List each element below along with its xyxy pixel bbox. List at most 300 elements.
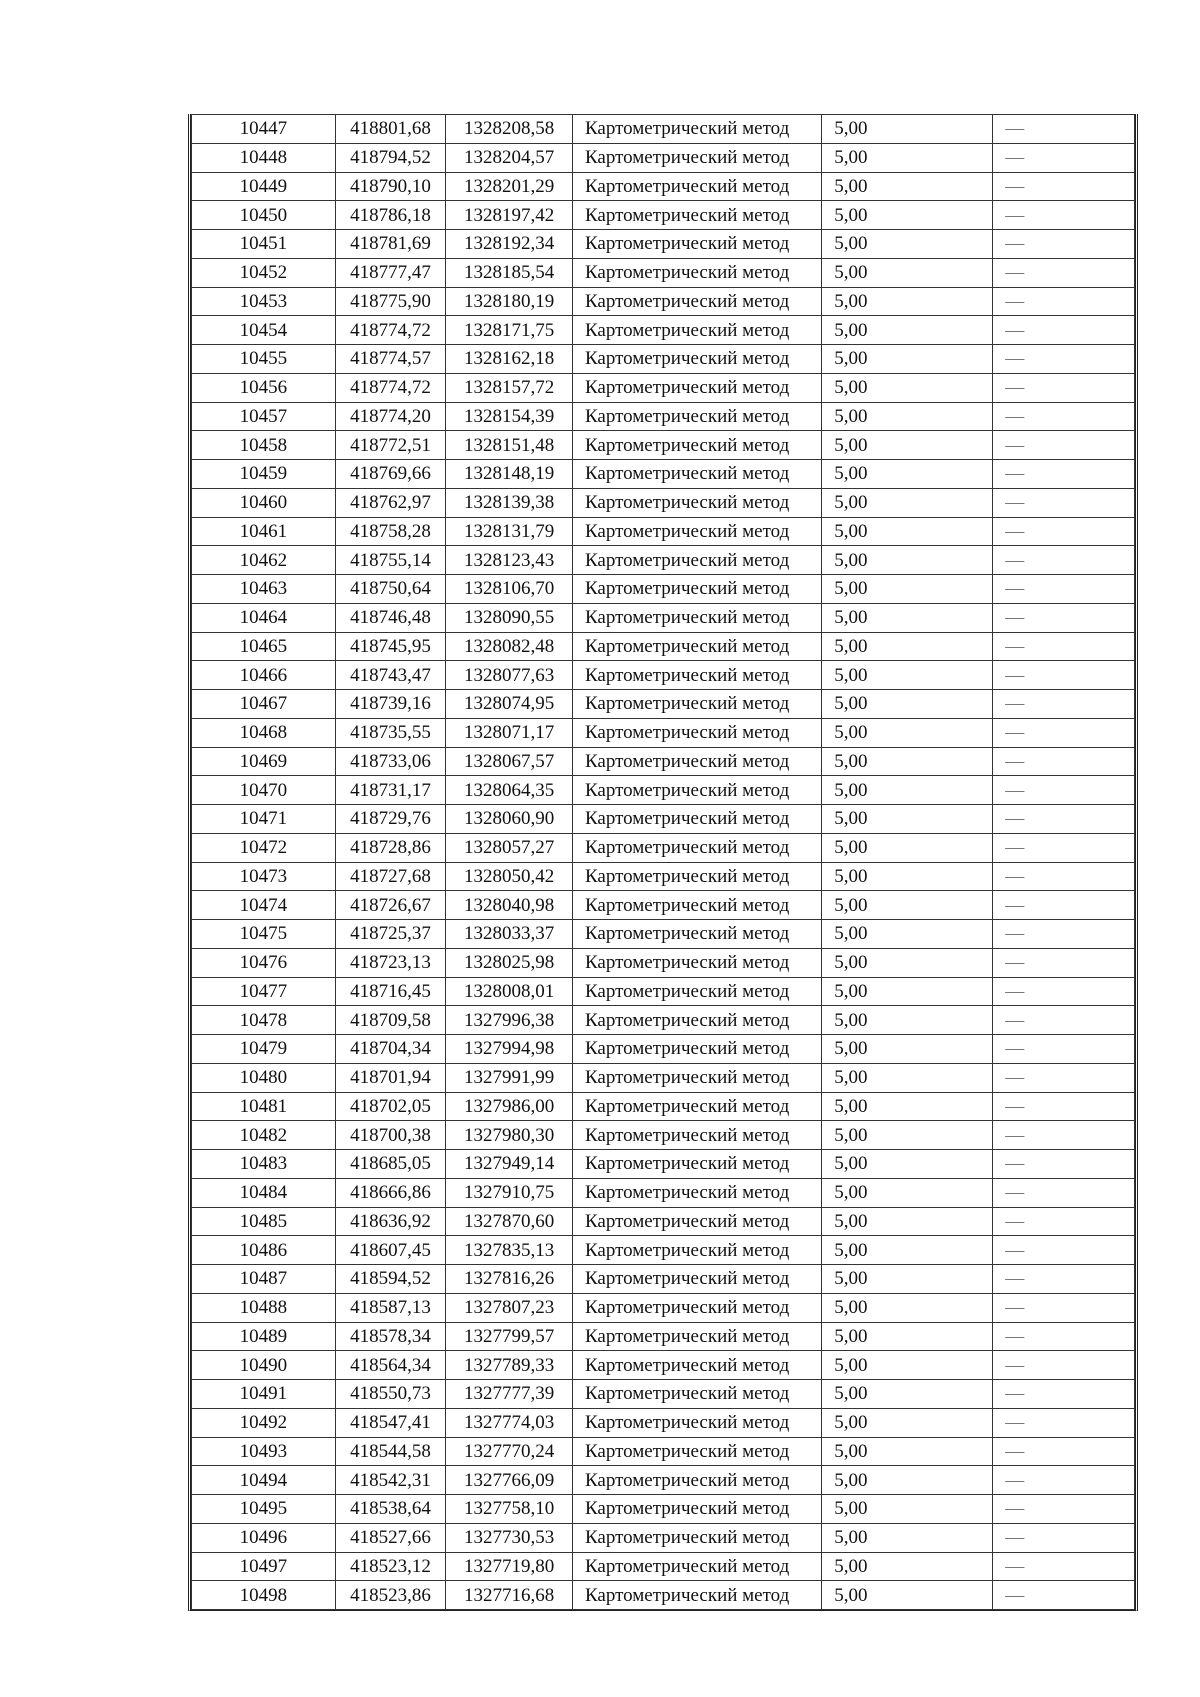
point-number-cell: 10482 [192,1121,336,1150]
description-cell: — [993,1408,1135,1437]
precision-cell: 5,00 [822,143,993,172]
table-row [192,1293,1135,1322]
point-number-cell: 10469 [192,747,336,776]
point-number-cell: 10470 [192,776,336,805]
description-cell: — [993,833,1135,862]
precision-cell: 5,00 [822,833,993,862]
method-cell: Картометрический метод [572,603,821,632]
point-number-cell: 10476 [192,948,336,977]
description-cell: — [993,977,1135,1006]
x-coordinate-cell: 418709,58 [335,1006,446,1035]
description-cell: — [993,690,1135,719]
description-cell: — [993,1092,1135,1121]
description-cell: — [993,1178,1135,1207]
table-row [192,862,1135,891]
description-cell: — [993,575,1135,604]
precision-cell: 5,00 [822,1466,993,1495]
precision-cell: 5,00 [822,1408,993,1437]
table-row [192,373,1135,402]
description-cell: — [993,1581,1135,1610]
method-cell: Картометрический метод [572,402,821,431]
y-coordinate-cell: 1328067,57 [446,747,573,776]
description-cell: — [993,862,1135,891]
point-number-cell: 10494 [192,1466,336,1495]
description-cell: — [993,172,1135,201]
y-coordinate-cell: 1328171,75 [446,316,573,345]
point-number-cell: 10460 [192,488,336,517]
method-cell: Картометрический метод [572,1495,821,1524]
y-coordinate-cell: 1328060,90 [446,805,573,834]
x-coordinate-cell: 418716,45 [335,977,446,1006]
x-coordinate-cell: 418774,57 [335,345,446,374]
precision-cell: 5,00 [822,1581,993,1610]
description-cell: — [993,115,1135,144]
point-number-cell: 10468 [192,718,336,747]
table-row [192,1408,1135,1437]
description-cell: — [993,1207,1135,1236]
point-number-cell: 10457 [192,402,336,431]
method-cell: Картометрический метод [572,1006,821,1035]
method-cell: Картометрический метод [572,1380,821,1409]
method-cell: Картометрический метод [572,661,821,690]
table-row [192,143,1135,172]
table-row [192,258,1135,287]
precision-cell: 5,00 [822,258,993,287]
x-coordinate-cell: 418725,37 [335,920,446,949]
precision-cell: 5,00 [822,1552,993,1581]
table-row [192,575,1135,604]
table-row [192,172,1135,201]
point-number-cell: 10461 [192,517,336,546]
table-row [192,201,1135,230]
description-cell: — [993,402,1135,431]
precision-cell: 5,00 [822,287,993,316]
precision-cell: 5,00 [822,316,993,345]
point-number-cell: 10489 [192,1322,336,1351]
method-cell: Картометрический метод [572,143,821,172]
description-cell: — [993,1293,1135,1322]
y-coordinate-cell: 1327766,09 [446,1466,573,1495]
point-number-cell: 10451 [192,230,336,259]
table-row [192,690,1135,719]
description-cell: — [993,1552,1135,1581]
point-number-cell: 10471 [192,805,336,834]
method-cell: Картометрический метод [572,1178,821,1207]
x-coordinate-cell: 418743,47 [335,661,446,690]
y-coordinate-cell: 1328157,72 [446,373,573,402]
point-number-cell: 10475 [192,920,336,949]
table-row [192,948,1135,977]
table-row [192,287,1135,316]
y-coordinate-cell: 1328151,48 [446,431,573,460]
method-cell: Картометрический метод [572,1581,821,1610]
x-coordinate-cell: 418636,92 [335,1207,446,1236]
table-row [192,977,1135,1006]
method-cell: Картометрический метод [572,172,821,201]
description-cell: — [993,891,1135,920]
y-coordinate-cell: 1327758,10 [446,1495,573,1524]
x-coordinate-cell: 418772,51 [335,431,446,460]
table-row [192,1466,1135,1495]
x-coordinate-cell: 418544,58 [335,1437,446,1466]
table-row [192,1523,1135,1552]
point-number-cell: 10463 [192,575,336,604]
point-number-cell: 10459 [192,460,336,489]
x-coordinate-cell: 418781,69 [335,230,446,259]
description-cell: — [993,1265,1135,1294]
precision-cell: 5,00 [822,747,993,776]
precision-cell: 5,00 [822,345,993,374]
y-coordinate-cell: 1327777,39 [446,1380,573,1409]
description-cell: — [993,1063,1135,1092]
point-number-cell: 10492 [192,1408,336,1437]
precision-cell: 5,00 [822,1351,993,1380]
x-coordinate-cell: 418801,68 [335,115,446,144]
y-coordinate-cell: 1328162,18 [446,345,573,374]
x-coordinate-cell: 418550,73 [335,1380,446,1409]
x-coordinate-cell: 418774,72 [335,316,446,345]
point-number-cell: 10449 [192,172,336,201]
precision-cell: 5,00 [822,1063,993,1092]
y-coordinate-cell: 1328106,70 [446,575,573,604]
precision-cell: 5,00 [822,661,993,690]
method-cell: Картометрический метод [572,1265,821,1294]
x-coordinate-cell: 418594,52 [335,1265,446,1294]
method-cell: Картометрический метод [572,316,821,345]
x-coordinate-cell: 418702,05 [335,1092,446,1121]
precision-cell: 5,00 [822,230,993,259]
description-cell: — [993,258,1135,287]
x-coordinate-cell: 418701,94 [335,1063,446,1092]
y-coordinate-cell: 1328131,79 [446,517,573,546]
precision-cell: 5,00 [822,1236,993,1265]
point-number-cell: 10458 [192,431,336,460]
table-row [192,747,1135,776]
y-coordinate-cell: 1327870,60 [446,1207,573,1236]
method-cell: Картометрический метод [572,718,821,747]
point-number-cell: 10477 [192,977,336,1006]
precision-cell: 5,00 [822,1495,993,1524]
y-coordinate-cell: 1327996,38 [446,1006,573,1035]
table-row [192,632,1135,661]
precision-cell: 5,00 [822,1178,993,1207]
y-coordinate-cell: 1327910,75 [446,1178,573,1207]
y-coordinate-cell: 1328208,58 [446,115,573,144]
table-row [192,1581,1135,1610]
point-number-cell: 10490 [192,1351,336,1380]
x-coordinate-cell: 418755,14 [335,546,446,575]
precision-cell: 5,00 [822,373,993,402]
point-number-cell: 10453 [192,287,336,316]
precision-cell: 5,00 [822,1437,993,1466]
description-cell: — [993,201,1135,230]
table-row [192,1380,1135,1409]
precision-cell: 5,00 [822,1006,993,1035]
precision-cell: 5,00 [822,1092,993,1121]
x-coordinate-cell: 418538,64 [335,1495,446,1524]
method-cell: Картометрический метод [572,1466,821,1495]
method-cell: Картометрический метод [572,373,821,402]
method-cell: Картометрический метод [572,201,821,230]
y-coordinate-cell: 1327719,80 [446,1552,573,1581]
precision-cell: 5,00 [822,460,993,489]
precision-cell: 5,00 [822,115,993,144]
point-number-cell: 10473 [192,862,336,891]
method-cell: Картометрический метод [572,1552,821,1581]
table-row [192,230,1135,259]
y-coordinate-cell: 1327774,03 [446,1408,573,1437]
description-cell: — [993,632,1135,661]
method-cell: Картометрический метод [572,230,821,259]
table-row [192,345,1135,374]
point-number-cell: 10479 [192,1035,336,1064]
x-coordinate-cell: 418547,41 [335,1408,446,1437]
precision-cell: 5,00 [822,920,993,949]
precision-cell: 5,00 [822,402,993,431]
x-coordinate-cell: 418731,17 [335,776,446,805]
x-coordinate-cell: 418666,86 [335,1178,446,1207]
point-number-cell: 10491 [192,1380,336,1409]
point-number-cell: 10478 [192,1006,336,1035]
x-coordinate-cell: 418685,05 [335,1150,446,1179]
point-number-cell: 10472 [192,833,336,862]
x-coordinate-cell: 418728,86 [335,833,446,862]
method-cell: Картометрический метод [572,690,821,719]
table-row [192,661,1135,690]
description-cell: — [993,316,1135,345]
y-coordinate-cell: 1328201,29 [446,172,573,201]
x-coordinate-cell: 418758,28 [335,517,446,546]
description-cell: — [993,805,1135,834]
description-cell: — [993,1322,1135,1351]
description-cell: — [993,230,1135,259]
method-cell: Картометрический метод [572,805,821,834]
description-cell: — [993,546,1135,575]
method-cell: Картометрический метод [572,1035,821,1064]
x-coordinate-cell: 418727,68 [335,862,446,891]
point-number-cell: 10447 [192,115,336,144]
y-coordinate-cell: 1327716,68 [446,1581,573,1610]
y-coordinate-cell: 1328139,38 [446,488,573,517]
y-coordinate-cell: 1328077,63 [446,661,573,690]
method-cell: Картометрический метод [572,546,821,575]
method-cell: Картометрический метод [572,833,821,862]
method-cell: Картометрический метод [572,1437,821,1466]
y-coordinate-cell: 1327807,23 [446,1293,573,1322]
y-coordinate-cell: 1327991,99 [446,1063,573,1092]
method-cell: Картометрический метод [572,517,821,546]
y-coordinate-cell: 1327816,26 [446,1265,573,1294]
point-number-cell: 10467 [192,690,336,719]
precision-cell: 5,00 [822,632,993,661]
y-coordinate-cell: 1328057,27 [446,833,573,862]
description-cell: — [993,1236,1135,1265]
table-row [192,1552,1135,1581]
precision-cell: 5,00 [822,718,993,747]
y-coordinate-cell: 1328074,95 [446,690,573,719]
precision-cell: 5,00 [822,1293,993,1322]
point-number-cell: 10488 [192,1293,336,1322]
table-row [192,1495,1135,1524]
x-coordinate-cell: 418726,67 [335,891,446,920]
description-cell: — [993,948,1135,977]
y-coordinate-cell: 1327770,24 [446,1437,573,1466]
y-coordinate-cell: 1327986,00 [446,1092,573,1121]
x-coordinate-cell: 418774,20 [335,402,446,431]
y-coordinate-cell: 1328192,34 [446,230,573,259]
description-cell: — [993,1121,1135,1150]
table-row [192,833,1135,862]
x-coordinate-cell: 418790,10 [335,172,446,201]
x-coordinate-cell: 418729,76 [335,805,446,834]
method-cell: Картометрический метод [572,920,821,949]
precision-cell: 5,00 [822,1322,993,1351]
description-cell: — [993,1437,1135,1466]
point-number-cell: 10452 [192,258,336,287]
x-coordinate-cell: 418700,38 [335,1121,446,1150]
table-row [192,805,1135,834]
y-coordinate-cell: 1328204,57 [446,143,573,172]
method-cell: Картометрический метод [572,1063,821,1092]
point-number-cell: 10487 [192,1265,336,1294]
precision-cell: 5,00 [822,201,993,230]
x-coordinate-cell: 418775,90 [335,287,446,316]
method-cell: Картометрический метод [572,431,821,460]
description-cell: — [993,1523,1135,1552]
table-row [192,1121,1135,1150]
description-cell: — [993,1495,1135,1524]
method-cell: Картометрический метод [572,948,821,977]
point-number-cell: 10495 [192,1495,336,1524]
y-coordinate-cell: 1328071,17 [446,718,573,747]
precision-cell: 5,00 [822,431,993,460]
method-cell: Картометрический метод [572,287,821,316]
x-coordinate-cell: 418745,95 [335,632,446,661]
method-cell: Картометрический метод [572,1207,821,1236]
precision-cell: 5,00 [822,891,993,920]
point-number-cell: 10486 [192,1236,336,1265]
description-cell: — [993,920,1135,949]
y-coordinate-cell: 1327980,30 [446,1121,573,1150]
x-coordinate-cell: 418587,13 [335,1293,446,1322]
precision-cell: 5,00 [822,1380,993,1409]
x-coordinate-cell: 418607,45 [335,1236,446,1265]
method-cell: Картометрический метод [572,258,821,287]
method-cell: Картометрический метод [572,115,821,144]
method-cell: Картометрический метод [572,776,821,805]
x-coordinate-cell: 418774,72 [335,373,446,402]
point-number-cell: 10496 [192,1523,336,1552]
precision-cell: 5,00 [822,1207,993,1236]
table-row [192,1063,1135,1092]
x-coordinate-cell: 418794,52 [335,143,446,172]
y-coordinate-cell: 1328148,19 [446,460,573,489]
description-cell: — [993,661,1135,690]
y-coordinate-cell: 1327730,53 [446,1523,573,1552]
precision-cell: 5,00 [822,517,993,546]
method-cell: Картометрический метод [572,460,821,489]
x-coordinate-cell: 418739,16 [335,690,446,719]
y-coordinate-cell: 1328008,01 [446,977,573,1006]
description-cell: — [993,143,1135,172]
y-coordinate-cell: 1328033,37 [446,920,573,949]
table-row [192,517,1135,546]
x-coordinate-cell: 418527,66 [335,1523,446,1552]
precision-cell: 5,00 [822,546,993,575]
table-row [192,1265,1135,1294]
table-row [192,891,1135,920]
y-coordinate-cell: 1328154,39 [446,402,573,431]
precision-cell: 5,00 [822,1265,993,1294]
table-row [192,718,1135,747]
description-cell: — [993,517,1135,546]
y-coordinate-cell: 1327789,33 [446,1351,573,1380]
method-cell: Картометрический метод [572,1121,821,1150]
y-coordinate-cell: 1327799,57 [446,1322,573,1351]
precision-cell: 5,00 [822,776,993,805]
table-row [192,402,1135,431]
point-number-cell: 10493 [192,1437,336,1466]
table-row [192,1178,1135,1207]
table-row [192,460,1135,489]
precision-cell: 5,00 [822,488,993,517]
point-number-cell: 10454 [192,316,336,345]
x-coordinate-cell: 418750,64 [335,575,446,604]
x-coordinate-cell: 418704,34 [335,1035,446,1064]
coordinates-table [191,114,1135,1610]
description-cell: — [993,603,1135,632]
table-row [192,776,1135,805]
point-number-cell: 10465 [192,632,336,661]
description-cell: — [993,287,1135,316]
y-coordinate-cell: 1327835,13 [446,1236,573,1265]
x-coordinate-cell: 418762,97 [335,488,446,517]
description-cell: — [993,718,1135,747]
x-coordinate-cell: 418777,47 [335,258,446,287]
table-row [192,316,1135,345]
y-coordinate-cell: 1328050,42 [446,862,573,891]
method-cell: Картометрический метод [572,1236,821,1265]
y-coordinate-cell: 1327994,98 [446,1035,573,1064]
point-number-cell: 10464 [192,603,336,632]
y-coordinate-cell: 1328025,98 [446,948,573,977]
description-cell: — [993,345,1135,374]
description-cell: — [993,1466,1135,1495]
precision-cell: 5,00 [822,977,993,1006]
table-row [192,1351,1135,1380]
description-cell: — [993,488,1135,517]
y-coordinate-cell: 1328082,48 [446,632,573,661]
precision-cell: 5,00 [822,1035,993,1064]
point-number-cell: 10481 [192,1092,336,1121]
y-coordinate-cell: 1328123,43 [446,546,573,575]
method-cell: Картометрический метод [572,488,821,517]
description-cell: — [993,373,1135,402]
method-cell: Картометрический метод [572,1523,821,1552]
method-cell: Картометрический метод [572,1408,821,1437]
description-cell: — [993,1006,1135,1035]
point-number-cell: 10466 [192,661,336,690]
description-cell: — [993,747,1135,776]
y-coordinate-cell: 1328064,35 [446,776,573,805]
x-coordinate-cell: 418578,34 [335,1322,446,1351]
x-coordinate-cell: 418723,13 [335,948,446,977]
method-cell: Картометрический метод [572,1150,821,1179]
y-coordinate-cell: 1328040,98 [446,891,573,920]
point-number-cell: 10483 [192,1150,336,1179]
point-number-cell: 10485 [192,1207,336,1236]
table-row [192,603,1135,632]
